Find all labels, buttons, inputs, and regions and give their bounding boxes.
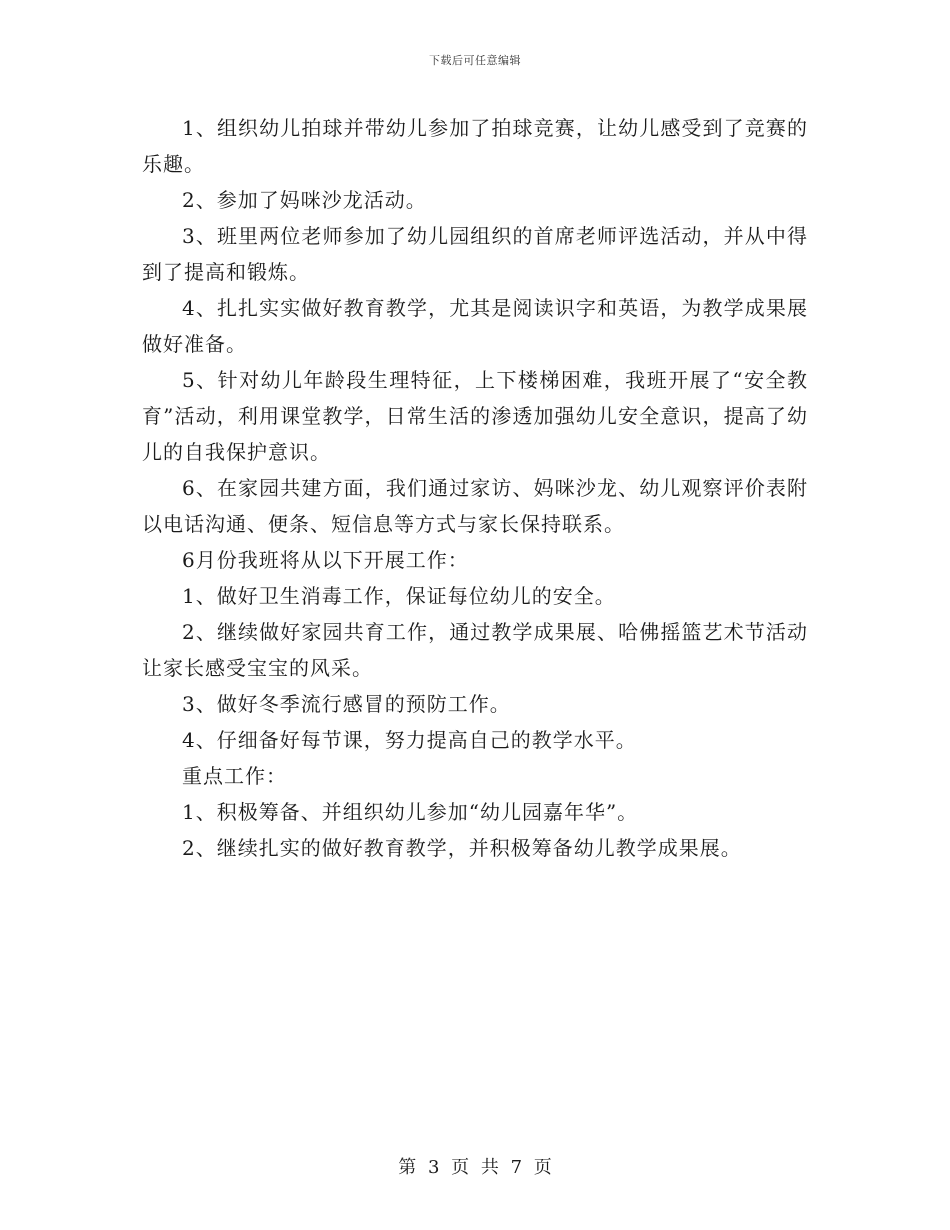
paragraph-6: 6、在家园共建方面，我们通过家访、妈咪沙龙、幼儿观察评价表附以电话沟通、便条、短信息等方式与家长保持联系。 xyxy=(142,476,808,536)
paragraph-7: 6月份我班将从以下开展工作： xyxy=(182,548,469,572)
paragraph-8: 1、做好卫生消毒工作，保证每位幼儿的安全。 xyxy=(182,584,616,608)
paragraph-12: 重点工作： xyxy=(182,764,287,788)
paragraph-9: 2、继续做好家园共育工作，通过教学成果展、哈佛摇篮艺术节活动让家长感受宝宝的风采。 xyxy=(142,620,808,680)
paragraph-3: 3、班里两位老师参加了幼儿园组织的首席老师评选活动，并从中得到了提高和锻炼。 xyxy=(142,224,808,284)
paragraph-13: 1、积极筹备、并组织幼儿参加“幼儿园嘉年华”。 xyxy=(182,800,639,824)
page-number-footer: 第 3 页 共 7 页 xyxy=(398,1157,552,1178)
paragraph-1: 1、组织幼儿拍球并带幼儿参加了拍球竞赛，让幼儿感受到了竞赛的乐趣。 xyxy=(142,116,808,176)
paragraph-11: 4、仔细备好每节课，努力提高自己的教学水平。 xyxy=(182,728,637,752)
document-body xyxy=(142,110,808,866)
paragraph-4: 4、扎扎实实做好教育教学，尤其是阅读识字和英语，为教学成果展做好准备。 xyxy=(142,296,808,356)
paragraph-10: 3、做好冬季流行感冒的预防工作。 xyxy=(182,692,511,716)
paragraph-2: 2、参加了妈咪沙龙活动。 xyxy=(182,188,427,212)
paragraph-14: 2、继续扎实的做好教育教学，并积极筹备幼儿教学成果展。 xyxy=(182,836,742,860)
paragraph-5: 5、针对幼儿年龄段生理特征，上下楼梯困难，我班开展了“安全教育”活动，利用课堂教学，日常生活的渗透加强幼儿安全意识，提高了幼儿的自我保护意识。 xyxy=(142,368,808,464)
header-note: 下载后可任意编辑 xyxy=(429,54,521,67)
